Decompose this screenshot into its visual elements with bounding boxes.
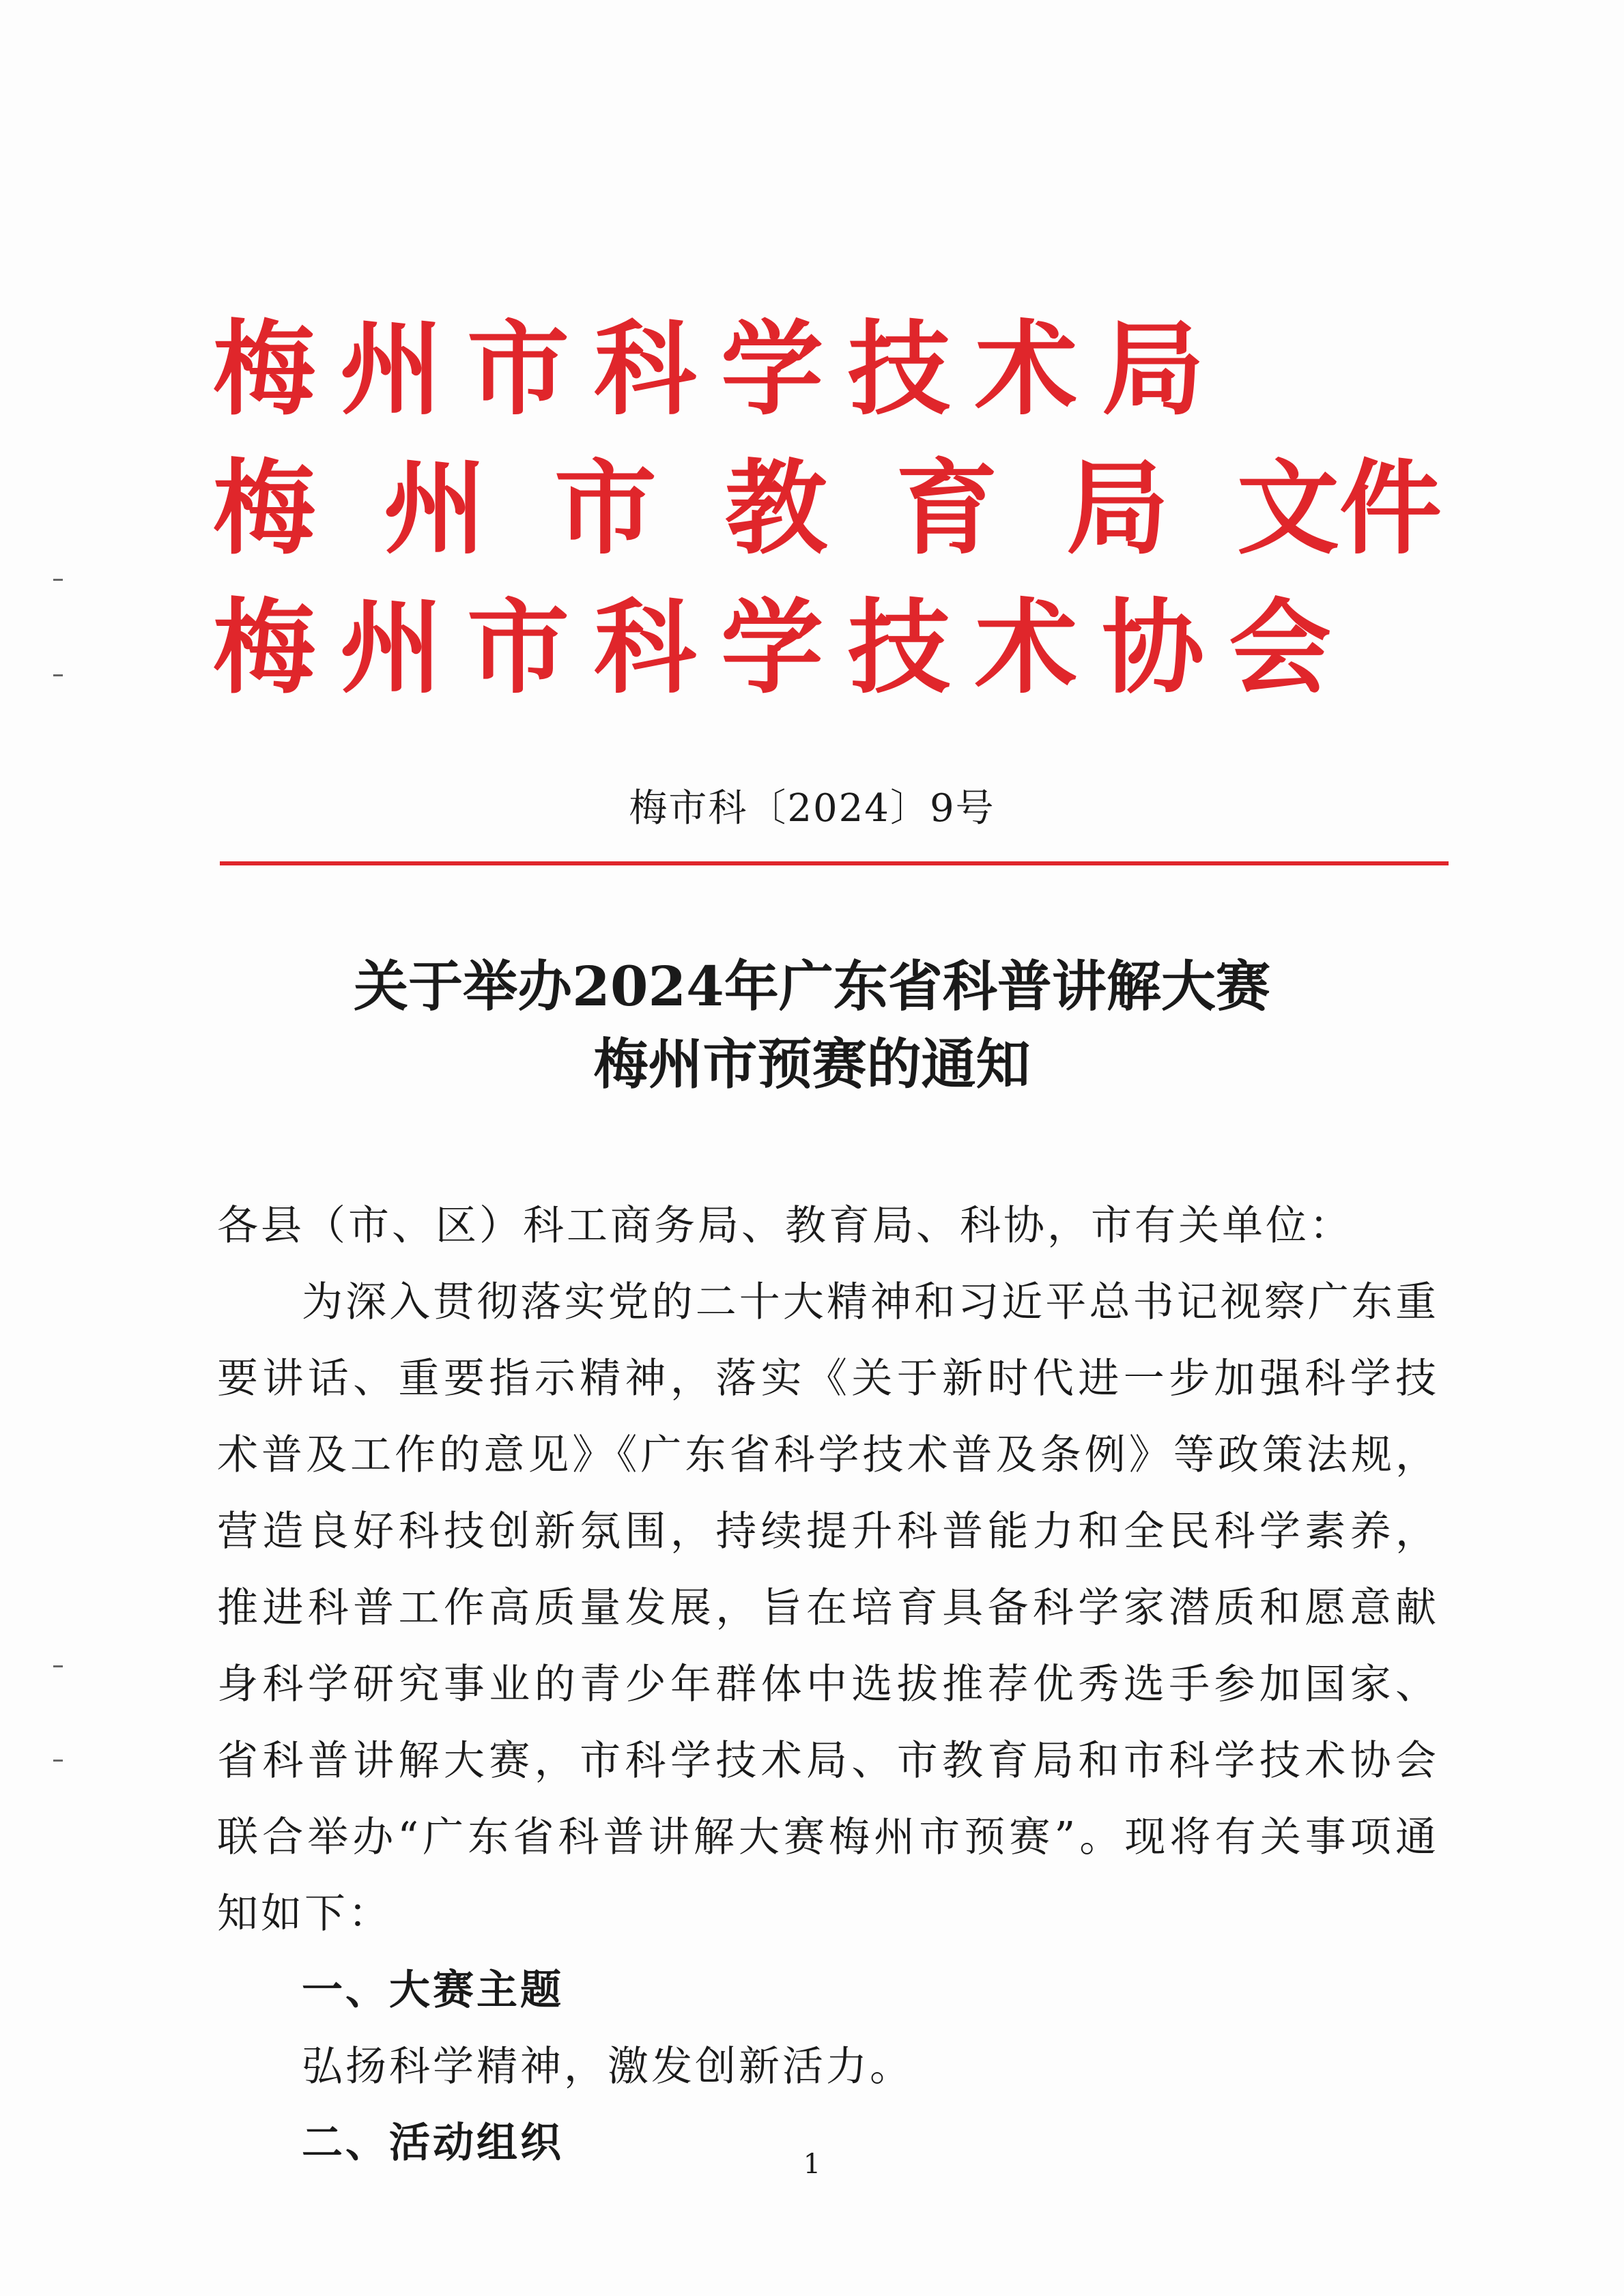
authority-science-association: 梅州市科学技术协会 <box>213 589 1356 708</box>
addressee-line: 各县（市、区）科工商务局、教育局、科协，市有关单位： <box>217 1202 1353 1250</box>
header-char: 梅 <box>213 450 316 569</box>
scan-artifact <box>53 1665 63 1667</box>
header-char: 州 <box>383 450 486 569</box>
header-char: 局 <box>1066 450 1169 569</box>
intro-paragraph: 为深入贯彻落实党的二十大精神和习近平总书记视察广东重要讲话、重要指示精神，落实《关于新时代进一步加强科学技术普及工作的意见》《广东省科学技术普及条例》等政策法规，营造良好科技创新氛围，持续提升科普能力和全民科学素养，推进科普工作高质量发展，旨在培育具备科学家潜质和愿意献身科学研究事业的青少年群体中选拔推荐优秀选手参加国家、省科普讲解大赛，市科学技术局、市教育局和市科学技术协会联合举办“广东省科普讲解大赛梅州市预赛”。现将有关事项通知如下： <box>217 1278 1439 1938</box>
document-number: 梅市科〔2024〕9号 <box>629 786 995 831</box>
document-body <box>217 1188 1439 2181</box>
header-doc-word: 文件 <box>1236 450 1442 569</box>
title-line-1: 关于举办2024年广东省科普讲解大赛 <box>354 954 1270 1018</box>
red-separator-line <box>220 861 1449 865</box>
authority-science-bureau: 梅州市科学技术局 <box>213 311 1229 429</box>
section-1-text: 弘扬科学精神，激发创新活力。 <box>302 2043 913 2091</box>
page-number: 1 <box>803 2149 821 2180</box>
authority-education-bureau <box>213 440 1442 579</box>
scan-artifact <box>53 579 63 581</box>
section-2-heading: 二、活动组织 <box>302 2119 564 2167</box>
header-char: 教 <box>724 450 827 569</box>
scan-artifact <box>53 674 63 676</box>
title-line-2: 梅州市预赛的通知 <box>593 1032 1031 1096</box>
header-char: 育 <box>895 450 998 569</box>
issuing-authorities-header <box>213 300 1455 718</box>
scan-artifact <box>53 1760 63 1762</box>
header-char: 市 <box>554 450 657 569</box>
section-1-heading: 一、大赛主题 <box>302 1966 564 2014</box>
document-title <box>0 947 1624 1103</box>
